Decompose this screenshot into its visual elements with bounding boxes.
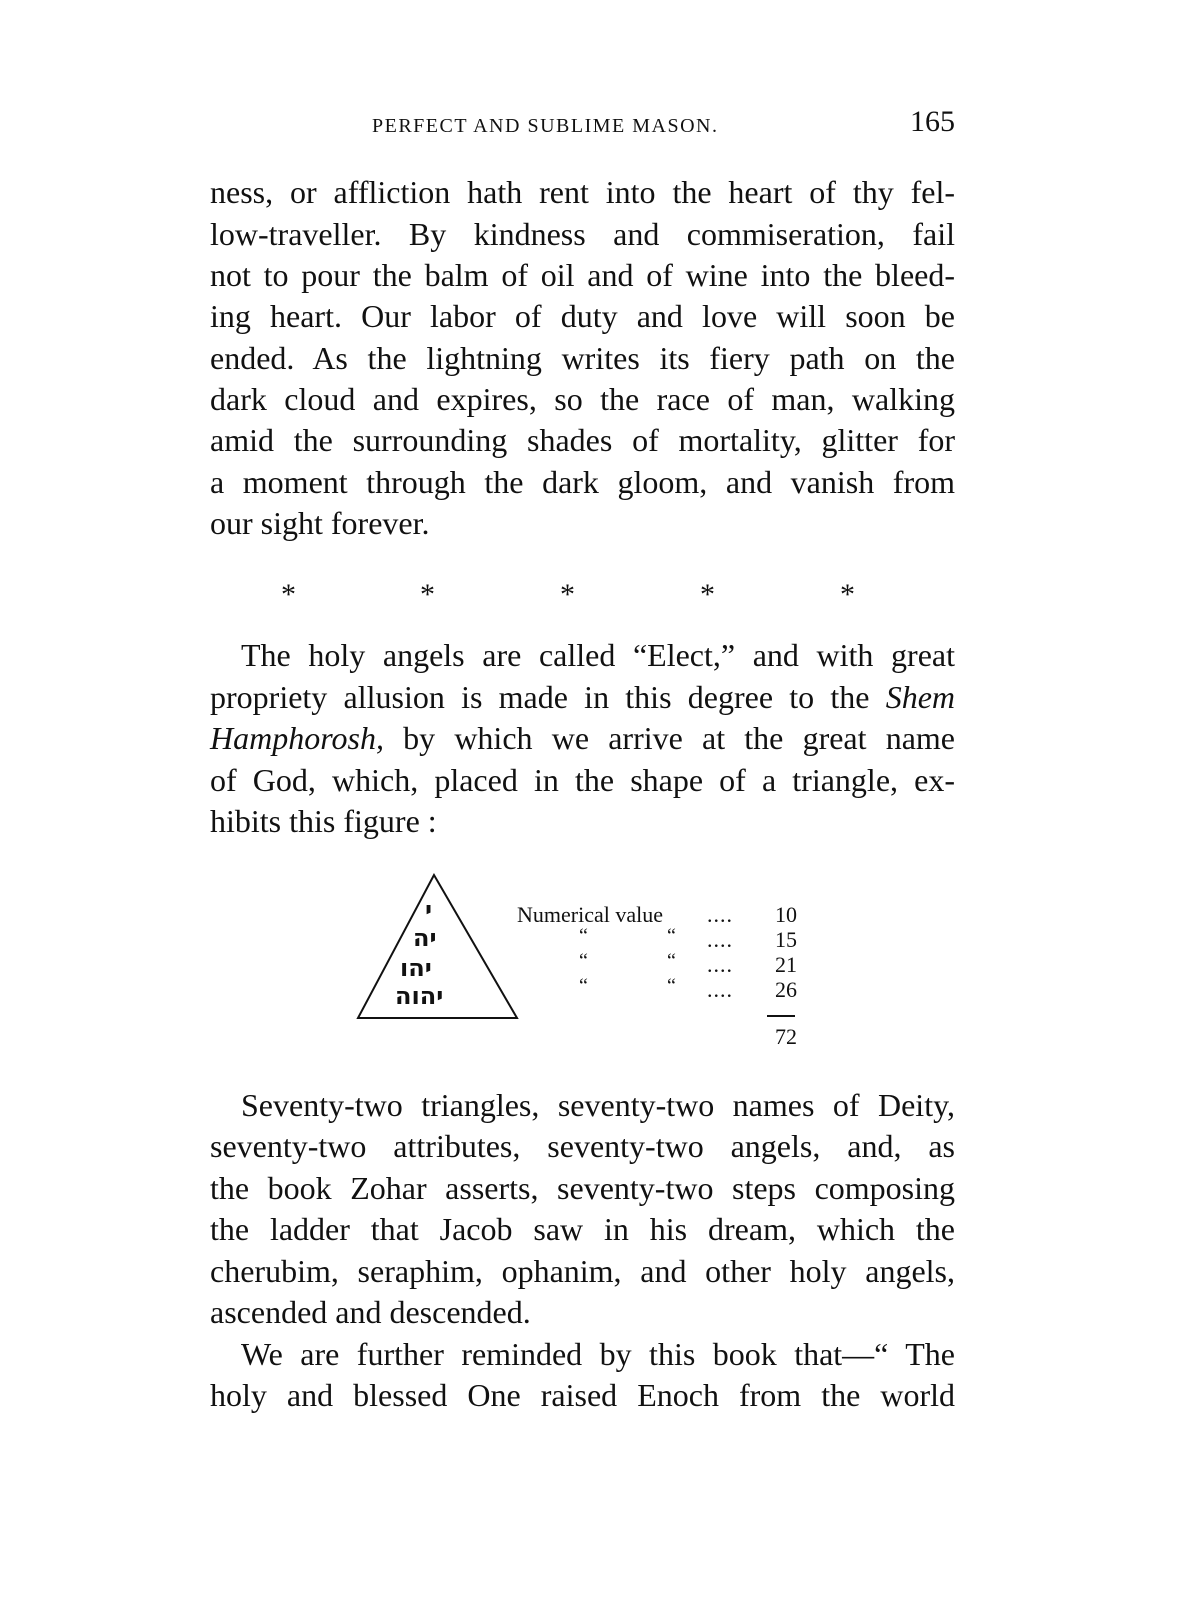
text-line: amid the surrounding shades of mortality, glitter for xyxy=(210,422,955,458)
value-number: 10 xyxy=(775,902,797,927)
ditto-mark: “ xyxy=(579,975,588,997)
value-number: 15 xyxy=(775,927,797,952)
sum-total: 72 xyxy=(775,1024,797,1049)
running-title: PERFECT AND SUBLIME MASON. xyxy=(372,115,719,137)
value-row xyxy=(517,902,797,928)
text-line: Seventy-two triangles, seventy-two names of Deity, xyxy=(241,1087,955,1123)
text-span: propriety allusion is made in this degree to the xyxy=(210,679,886,715)
text-line: of God, which, placed in the shape of a triangle, ex- xyxy=(210,762,955,798)
value-number: 26 xyxy=(775,977,797,1002)
sum-rule xyxy=(767,1015,795,1017)
text-span: by which we arrive at the great name xyxy=(383,720,955,756)
text-line: ascended and descended. xyxy=(210,1294,531,1330)
text-line: a moment through the dark gloom, and vanish from xyxy=(210,464,955,500)
text-line: seventy-two attributes, seventy-two angels, and, as xyxy=(210,1128,955,1164)
ditto-mark: “ xyxy=(579,950,588,972)
ditto-mark: “ xyxy=(579,925,588,947)
ditto-mark: “ xyxy=(667,975,676,997)
text-line: We are further reminded by this book that—“ The xyxy=(241,1336,955,1372)
text-line: our sight forever. xyxy=(210,505,430,541)
value-row xyxy=(517,977,797,1003)
text-line: ing heart. Our labor of duty and love will soon be xyxy=(210,298,955,334)
leader-dots: .... xyxy=(707,927,733,952)
value-row xyxy=(517,927,797,953)
hebrew-row: יה xyxy=(413,924,437,952)
asterisk: * xyxy=(840,578,855,611)
leader-dots: .... xyxy=(707,952,733,977)
value-label: Numerical value xyxy=(517,902,663,927)
text-line: not to pour the balm of oil and of wine into the bleed- xyxy=(210,257,955,293)
text-line xyxy=(210,718,955,758)
text-line: the book Zohar asserts, seventy-two steps composing xyxy=(210,1170,955,1206)
text-line: cherubim, seraphim, ophanim, and other holy angels, xyxy=(210,1253,955,1289)
text-line: The holy angels are called “Elect,” and with great xyxy=(241,637,955,673)
text-line: ended. As the lightning writes its fiery path on the xyxy=(210,340,955,376)
ditto-mark: “ xyxy=(667,950,676,972)
leader-dots: .... xyxy=(707,902,733,927)
hebrew-row: יהו xyxy=(400,954,432,982)
value-row xyxy=(517,952,797,978)
text-line: holy and blessed One raised Enoch from the world xyxy=(210,1377,955,1413)
page-header xyxy=(210,105,955,145)
value-number: 21 xyxy=(775,952,797,977)
leader-dots: .... xyxy=(707,977,733,1002)
text-line xyxy=(210,677,955,717)
text-line: the ladder that Jacob saw in his dream, which the xyxy=(210,1211,955,1247)
hebrew-row: יהוה xyxy=(395,982,444,1010)
italic-term: Shem xyxy=(885,679,955,715)
page-number: 165 xyxy=(910,105,955,138)
italic-term: Hamphorosh, xyxy=(210,720,384,756)
asterism-separator xyxy=(0,578,1200,618)
hebrew-row: י xyxy=(425,896,433,924)
text-line: ness, or affliction hath rent into the heart of thy fel- xyxy=(210,174,955,210)
text-line: low-traveller. By kindness and commiseration, fail xyxy=(210,216,955,252)
tetragrammaton-figure xyxy=(355,872,835,1062)
asterisk: * xyxy=(281,578,296,611)
text-line: dark cloud and expires, so the race of man, walking xyxy=(210,381,955,417)
asterisk: * xyxy=(420,578,435,611)
text-line: hibits this figure : xyxy=(210,803,437,839)
ditto-mark: “ xyxy=(667,925,676,947)
asterisk: * xyxy=(560,578,575,611)
asterisk: * xyxy=(700,578,715,611)
